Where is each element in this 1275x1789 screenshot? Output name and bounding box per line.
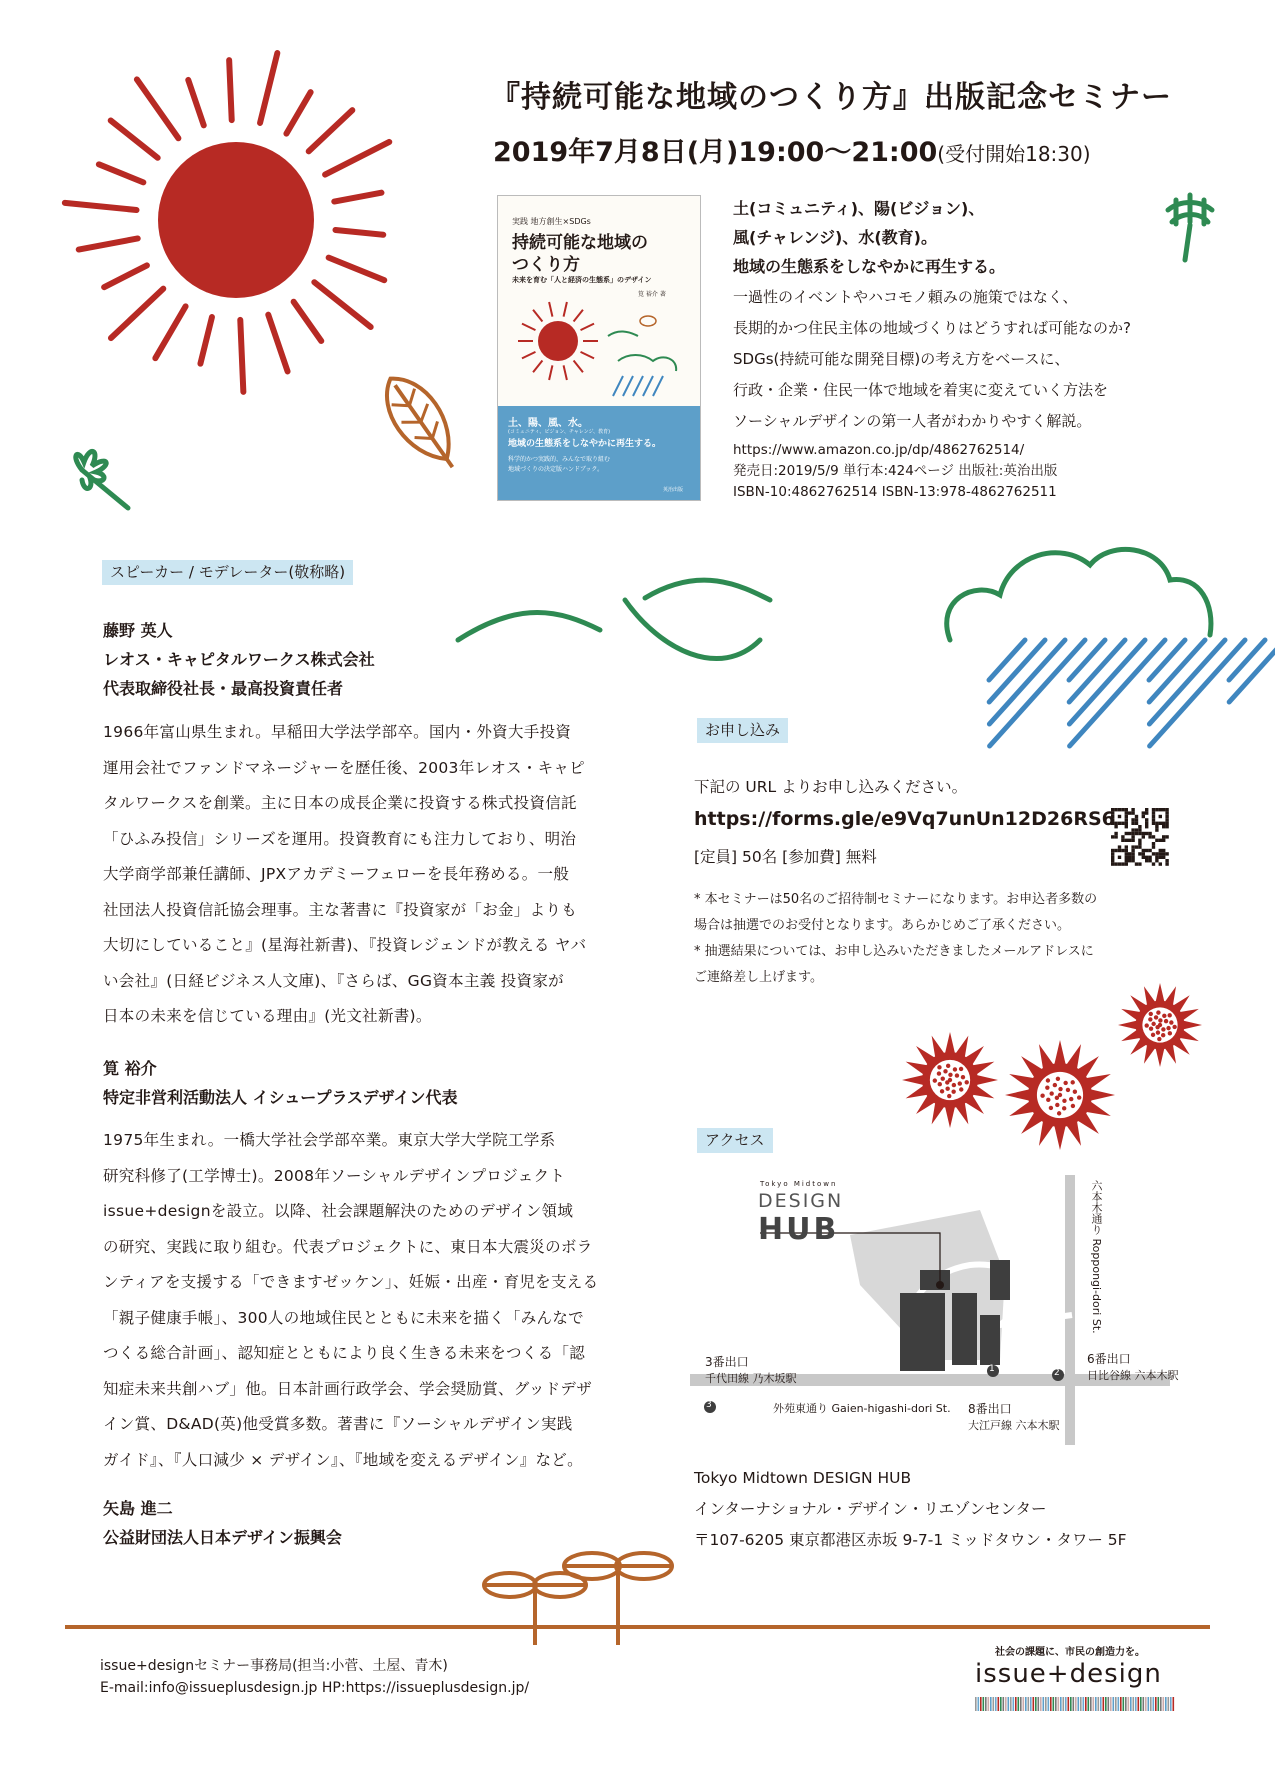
- bio-line: い会社』(日経ビジネス人文庫)、『さらば、GG資本主義 投資家が: [103, 971, 564, 990]
- logo-barcode: [975, 1697, 1175, 1711]
- footer-office: issue+designセミナー事務局(担当:小菅、土屋、青木): [100, 1658, 448, 1674]
- map-brand-small: Tokyo Midtown: [760, 1180, 838, 1188]
- bio-line: ガイド』、『人口減少 × デザイン』、『地域を変えるデザイン』など。: [103, 1450, 583, 1469]
- speaker1-bio: [103, 715, 653, 1035]
- cover-band-line3: 地域の生態系をしなやかに再生する。: [508, 439, 662, 449]
- speaker1: [103, 616, 375, 703]
- lead-line: 土(コミュニティ)、陽(ビジョン)、: [733, 199, 985, 218]
- map-exit6-line: 日比谷線 六本木駅: [1087, 1369, 1179, 1382]
- sprig-illustration-left: [76, 451, 128, 508]
- sun-illustration: [65, 53, 389, 392]
- description-line: SDGs(持続可能な開発目標)の考え方をベースに、: [733, 350, 1070, 368]
- description-line: 行政・企業・住民一体で地域を着実に変えていく方法を: [733, 381, 1109, 399]
- map-exit3-line: 千代田線 乃木坂駅: [705, 1372, 797, 1385]
- bio-line: 日本の未来を信じている理由』(光文社新書)。: [103, 1007, 432, 1025]
- bio-line: イン賞、D&AD(英)他受賞多数。著書に『ソーシャルデザイン実践: [103, 1415, 573, 1433]
- bio-line: issue+designを設立。以降、社会課題解決のためのデザイン領域: [103, 1202, 574, 1220]
- cover-title-line1: 持続可能な地域の: [512, 233, 648, 253]
- map-exit8-line: 大江戸線 六本木駅: [968, 1419, 1060, 1432]
- book-info: [733, 440, 1057, 503]
- page-title: 『持続可能な地域のつくり方』出版記念セミナー: [490, 80, 1172, 115]
- footer-email-hp[interactable]: E-mail:info@issueplusdesign.jp HP:https://issueplusdesign.jp/: [100, 1680, 530, 1696]
- map-brand-design: DESIGN: [758, 1190, 844, 1212]
- map-exit-num-1: 1: [989, 1364, 995, 1374]
- cover-band-line4: 科学的かつ実践的、みんなで取り組む: [508, 456, 611, 463]
- cover-title-line2: つくり方: [512, 255, 580, 275]
- speaker-org: 公益財団法人日本デザイン振興会: [103, 1528, 342, 1547]
- note-line: * 本セミナーは50名のご招待制セミナーになります。お申込者多数の: [694, 892, 1098, 907]
- note-line: * 抽選結果については、お申し込みいただきましたメールアドレスに: [694, 944, 1094, 959]
- book-release-info: 発売日:2019/5/9 単行本:424ページ 出版社:英治出版: [733, 463, 1058, 479]
- cover-illustration: [498, 291, 700, 406]
- speaker3: [103, 1494, 342, 1552]
- speakers-tag: スピーカー / モデレーター(敬称略): [102, 560, 353, 585]
- speaker2: [103, 1054, 458, 1112]
- application-intro: 下記の URL よりお申し込みください。: [694, 778, 968, 796]
- application-tag: お申し込み: [697, 718, 788, 743]
- cover-publisher: 英治出版: [663, 487, 684, 493]
- bio-line: 大学商学部兼任講師、JPXアカデミーフェローを長年務める。一般: [103, 865, 570, 883]
- map-exit-num-3: 3: [706, 1400, 712, 1410]
- speaker-org: レオス・キャピタルワークス株式会社: [103, 650, 375, 669]
- bio-line: 1975年生まれ。一橋大学社会学部卒業。東京大学大学院工学系: [103, 1131, 556, 1149]
- bio-line: 研究科修了(工学博士)。2008年ソーシャルデザインプロジェクト: [103, 1166, 566, 1185]
- book-cover: [497, 195, 701, 501]
- leaf-illustration: [372, 366, 471, 480]
- application-url[interactable]: https://forms.gle/e9Vq7unUn12D26RS6: [694, 808, 1115, 830]
- map-exit8: 8番出口: [968, 1402, 1012, 1416]
- note-line: ご連絡差し上げます。: [694, 970, 823, 985]
- speaker-name: 筧 裕介: [103, 1059, 157, 1078]
- rain-illustration: [989, 640, 1275, 746]
- qr-code: [1111, 808, 1169, 866]
- footer-logo: issue+design: [975, 1659, 1162, 1689]
- venue-center: インターナショナル・デザイン・リエゾンセンター: [694, 1500, 1047, 1518]
- sprout-illustration: [484, 1553, 672, 1645]
- map-exit-num-2: 2: [1054, 1368, 1060, 1378]
- bio-line: 「ひふみ投信」シリーズを運用。投資教育にも注力しており、明治: [103, 829, 577, 848]
- speaker-name: 藤野 英人: [103, 621, 173, 640]
- footer-contact: [100, 1655, 529, 1699]
- description-line: ソーシャルデザインの第一人者がわかりやすく解説。: [733, 412, 1092, 430]
- sunflower-illustration: [902, 983, 1202, 1150]
- application-notes: [694, 887, 1097, 991]
- book-isbn: ISBN-10:4862762514 ISBN-13:978-4862762511: [733, 484, 1057, 500]
- footer-tagline: 社会の課題に、市民の創造力を。: [995, 1647, 1145, 1658]
- cloud-illustration: [947, 549, 1211, 640]
- bio-line: 大切にしていること』(星海社新書)、『投資レジェンドが教える ヤバ: [103, 936, 587, 954]
- map-brand-hub: HUB: [758, 1212, 840, 1247]
- event-date-sub: (受付開始18:30): [937, 142, 1091, 166]
- wind-wave-illustration: [458, 580, 770, 658]
- bio-line: 1966年富山県生まれ。早稲田大学法学部卒。国内・外資大手投資: [103, 723, 572, 741]
- cover-band-line2: (コミュニティ、ビジョン、チャレンジ、教育): [508, 429, 611, 435]
- cover-subtitle: 未来を育む「人と経済の生態系」のデザイン: [512, 276, 652, 284]
- description-line: 長期的かつ住民主体の地域づくりはどうすれば可能なのか?: [733, 319, 1131, 337]
- cover-band: [498, 406, 700, 500]
- speaker2-bio: [103, 1123, 653, 1478]
- bio-line: 社団法人投資信託協会理事。主な著書に『投資家が「お金」よりも: [103, 900, 578, 919]
- event-date: [493, 130, 1091, 169]
- lead-line: 風(チャレンジ)、水(教育)。: [733, 228, 937, 247]
- cover-author: 筧 裕介 著: [638, 291, 666, 298]
- application-capacity: [定員] 50名 [参加費] 無料: [694, 848, 877, 866]
- venue-address: 〒107-6205 東京都港区赤坂 9-7-1 ミッドタウン・タワー 5F: [694, 1531, 1127, 1549]
- bio-line: タルワークスを創業。主に日本の成長企業に投資する株式投資信託: [103, 794, 577, 812]
- bio-line: の研究、実践に取り組む。代表プロジェクトに、東日本大震災のボラ: [103, 1237, 593, 1256]
- map-exit3: 3番出口: [705, 1355, 749, 1369]
- venue-name: Tokyo Midtown DESIGN HUB: [694, 1469, 912, 1487]
- access-tag: アクセス: [697, 1128, 773, 1153]
- book-lead: [733, 194, 1005, 281]
- cover-band-line5: 地域づくりの決定版ハンドブック。: [508, 466, 604, 473]
- sprig-illustration-right: [1168, 195, 1212, 260]
- bio-line: つくる総合計画」、認知症とともにより良く生きる未来をつくる「認: [103, 1344, 586, 1362]
- speaker-name: 矢島 進二: [103, 1499, 173, 1518]
- speaker-title: 代表取締役社長・最高投資責任者: [103, 679, 344, 698]
- book-description: [733, 282, 1131, 437]
- bio-line: 運用会社でファンドマネージャーを歴任後、2003年レオス・キャピ: [103, 758, 585, 777]
- cover-series: 実践 地方創生×SDGs: [512, 217, 591, 226]
- note-line: 場合は抽選でのお受付となります。あらかじめご了承ください。: [694, 918, 1070, 933]
- map-roppongi-dori: 六本木通り Roppongi-dori St.: [1090, 1180, 1103, 1334]
- speaker-org: 特定非営利活動法人 イシュープラスデザイン代表: [103, 1088, 458, 1107]
- event-date-main: 2019年7月8日(月)19:00〜21:00: [493, 137, 938, 168]
- map-exit6: 6番出口: [1087, 1352, 1131, 1366]
- book-url[interactable]: https://www.amazon.co.jp/dp/4862762514/: [733, 442, 1025, 458]
- bio-line: 「親子健康手帳」、300人の地域住民とともに未来を描く「みんなで: [103, 1308, 584, 1327]
- cover-band-line1: 土、陽、風、水。: [508, 418, 588, 429]
- description-line: 一過性のイベントやハコモノ頼みの施策ではなく、: [733, 288, 1078, 306]
- map-gaien-dori: 外苑東通り Gaien-higashi-dori St.: [773, 1402, 951, 1415]
- venue-info: [694, 1463, 1127, 1556]
- lead-line: 地域の生態系をしなやかに再生する。: [733, 257, 1006, 276]
- bio-line: 知症未来共創ハブ」他。日本計画行政学会、学会奨励賞、グッドデザ: [103, 1379, 593, 1398]
- bio-line: ンティアを支援する「できますゼッケン」、妊娠・出産・育児を支える: [103, 1273, 599, 1291]
